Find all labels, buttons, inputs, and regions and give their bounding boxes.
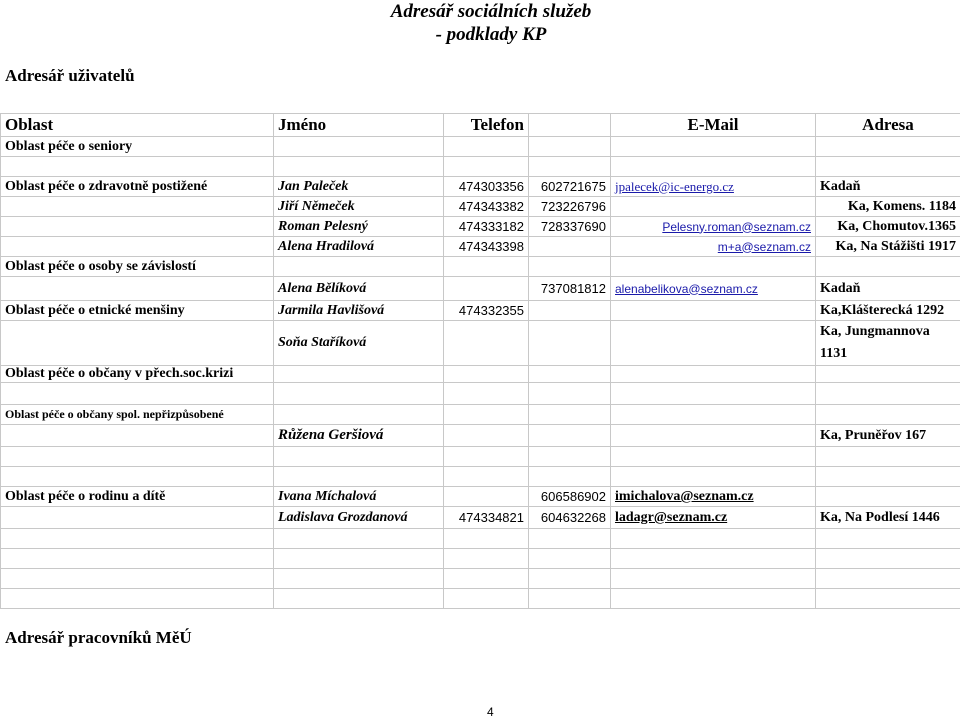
table-row (1, 177, 960, 197)
table-row (1, 137, 960, 157)
mobile-cell: 604632268 (529, 507, 611, 529)
phone-cell: 474343398 (444, 237, 529, 257)
address-cell (816, 321, 960, 366)
table-row (1, 301, 960, 321)
column-header-jmeno: Jméno (274, 114, 444, 137)
email-link[interactable]: Pelesny.roman@seznam.cz (662, 219, 811, 234)
oblast-cell: Oblast péče o občany v přech.soc.krizi (1, 366, 274, 383)
table-row (1, 487, 960, 507)
address-cell: Ka, Na Stážišti 1917 (816, 237, 960, 257)
address-cell: Ka, Komens. 1184 (816, 197, 960, 217)
oblast-cell: Oblast péče o etnické menšiny (1, 301, 274, 321)
phone-cell: 474343382 (444, 197, 529, 217)
address-cell: Kadaň (816, 277, 960, 301)
page-number: 4 (487, 705, 494, 719)
table-row (1, 217, 960, 237)
mobile-cell: 723226796 (529, 197, 611, 217)
mobile-cell: 728337690 (529, 217, 611, 237)
name-cell: Alena Bělíková (274, 277, 444, 301)
section-heading-staff: Adresář pracovníků MěÚ (5, 628, 192, 647)
address-line-2: 1131 (820, 346, 848, 361)
name-cell: Jan Paleček (274, 177, 444, 197)
table-header-row (1, 114, 960, 137)
table-row (1, 197, 960, 217)
email-link[interactable]: imichalova@seznam.cz (615, 489, 754, 504)
email-link[interactable]: m+a@seznam.cz (717, 239, 811, 254)
table-row (1, 237, 960, 257)
mobile-cell: 606586902 (529, 487, 611, 507)
directory-table (0, 113, 960, 609)
address-cell: Kadaň (816, 177, 960, 197)
oblast-cell: Oblast péče o osoby se závislostí (1, 257, 274, 277)
name-cell: Alena Hradilová (274, 237, 444, 257)
name-cell: Ladislava Grozdanová (274, 507, 444, 529)
oblast-cell: Oblast péče o seniory (1, 137, 274, 157)
column-header-email: E-Mail (611, 114, 816, 137)
table-row (1, 366, 960, 383)
mobile-cell: 602721675 (529, 177, 611, 197)
table-row (1, 257, 960, 277)
address-cell: Ka, Chomutov.1365 (816, 217, 960, 237)
phone-cell: 474303356 (444, 177, 529, 197)
column-header-telefon: Telefon (444, 114, 529, 137)
column-header-oblast: Oblast (1, 114, 274, 137)
table-row (1, 277, 960, 301)
section-heading-users: Adresář uživatelů (5, 66, 135, 85)
address-line-1: Ka, Jungmannova (820, 324, 930, 339)
name-cell: Jarmila Havlišová (274, 301, 444, 321)
table-row (1, 507, 960, 529)
column-header-adresa: Adresa (816, 114, 960, 137)
email-link[interactable]: alenabelikova@seznam.cz (615, 281, 758, 296)
mobile-cell: 737081812 (529, 277, 611, 301)
phone-cell: 474332355 (444, 301, 529, 321)
address-cell: Ka,Klášterecká 1292 (816, 301, 960, 321)
address-cell: Ka, Na Podlesí 1446 (816, 507, 960, 529)
table-row (1, 405, 960, 425)
email-link[interactable]: ladagr@seznam.cz (615, 510, 728, 525)
name-cell: Soňa Staříková (274, 321, 444, 366)
document-title-line2: - podklady KP (435, 24, 547, 45)
oblast-cell: Oblast péče o rodinu a dítě (1, 487, 274, 507)
phone-cell: 474334821 (444, 507, 529, 529)
name-cell: Roman Pelesný (274, 217, 444, 237)
address-cell: Ka, Pruněřov 167 (816, 425, 960, 447)
phone-cell: 474333182 (444, 217, 529, 237)
name-cell: Ivana Míchalová (274, 487, 444, 507)
email-link[interactable]: jpalecek@ic-energo.cz (615, 178, 734, 194)
document-title-line1: Adresář sociálních služeb (390, 1, 592, 22)
name-cell: Jiří Němeček (274, 197, 444, 217)
table-row (1, 425, 960, 447)
table-row (1, 321, 960, 366)
name-cell: Růžena Geršiová (274, 425, 444, 447)
oblast-cell: Oblast péče o občany spol. nepřizpůsobené (1, 405, 274, 425)
oblast-cell: Oblast péče o zdravotně postižené (1, 177, 274, 197)
